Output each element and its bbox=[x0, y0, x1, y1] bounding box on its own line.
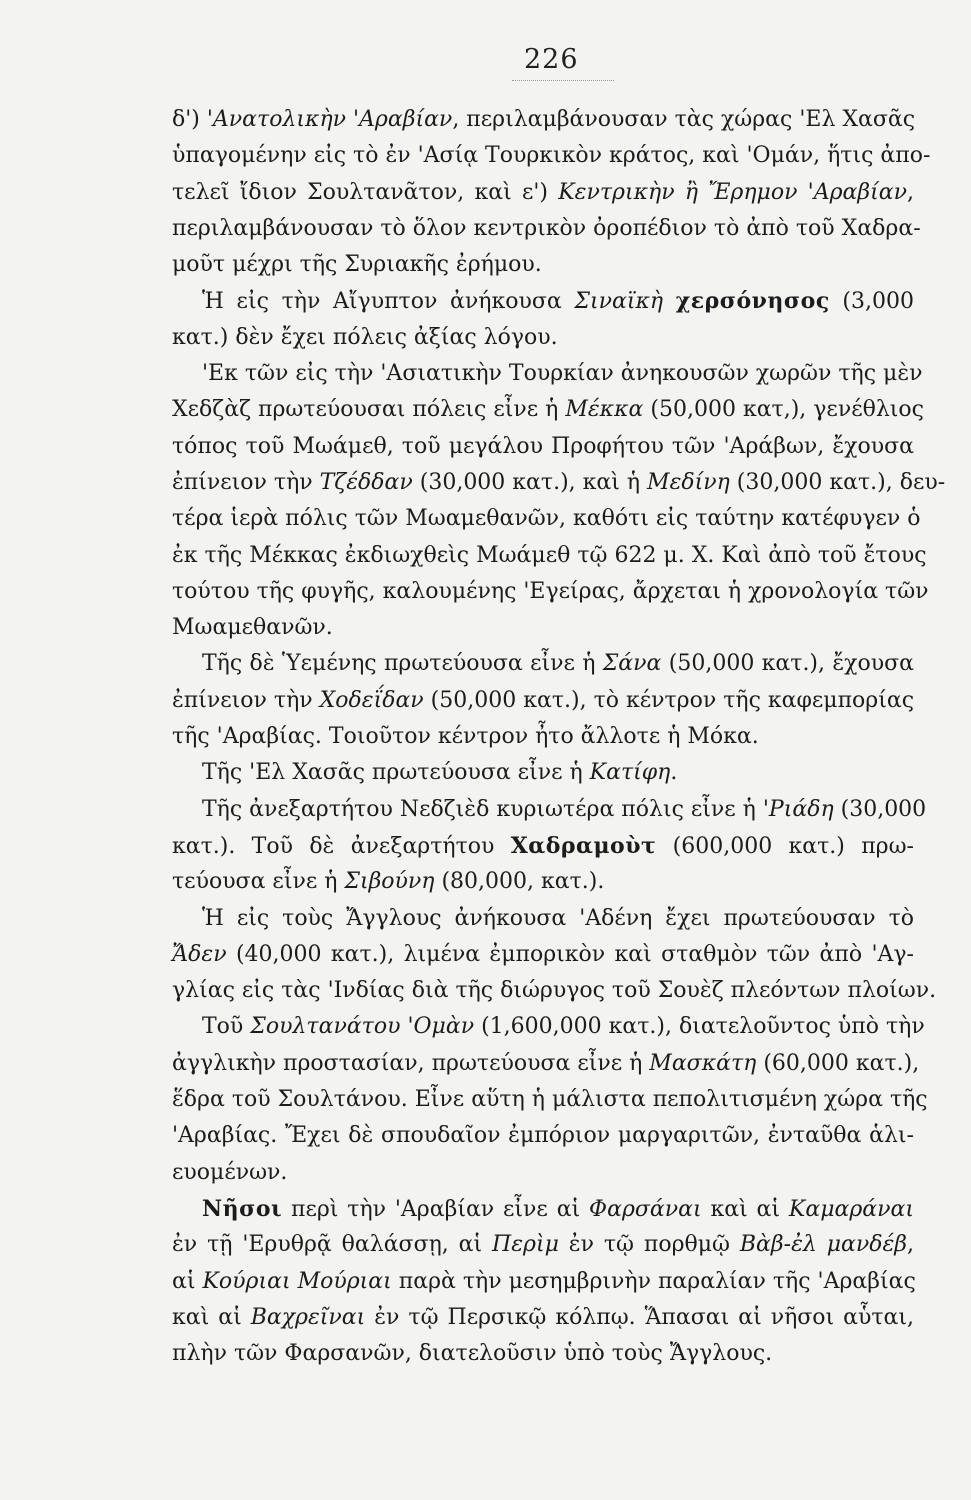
text-run: ἐκ τῆς Μέκκας ἐκδιωχθεὶς Μωάμεθ τῷ 622 μ. Χ. Καὶ ἀπὸ τοῦ ἔτους bbox=[172, 542, 927, 568]
text-run: ἐν τῇ 'Ερυθρᾷ θαλάσσῃ, αἱ bbox=[172, 1232, 493, 1258]
text-line bbox=[172, 138, 931, 174]
text-run: κατ.). Τοῦ δὲ ἀνεξαρτήτου bbox=[172, 833, 511, 859]
text-line bbox=[172, 828, 914, 864]
text-line bbox=[172, 792, 927, 828]
text-line bbox=[172, 247, 914, 283]
text-line bbox=[172, 973, 937, 1009]
text-line bbox=[172, 610, 914, 646]
text-run: ὑπαγομένην εἰς τὸ ἐν 'Ασίᾳ Τουρκικὸν κράτος, καὶ 'Ομάν, ἥτις ἀπο- bbox=[172, 143, 931, 169]
text-run: (40,000 κατ.), λιμένα ἐμπορικὸν καὶ σταθμὸν τῶν ἀπὸ 'Αγ- bbox=[226, 941, 914, 967]
text-run: , περιλαμβάνουσαν τὰς χώρας 'Ελ Χασᾶς bbox=[452, 107, 916, 132]
text-run: τόπος τοῦ Μωάμεθ, τοῦ μεγάλου Προφήτου τῶν 'Αράβων, ἔχουσα bbox=[172, 433, 914, 459]
text-line bbox=[172, 356, 923, 392]
italic-term: Τζέδδαν bbox=[319, 469, 413, 495]
text-line bbox=[172, 937, 914, 973]
text-line bbox=[172, 538, 927, 574]
text-run: ἐν τῷ Περσικῷ κόλπῳ. Ἅπασαι αἱ νῆσοι αὗται, bbox=[365, 1304, 915, 1330]
text-line bbox=[172, 501, 921, 537]
italic-term: Σιναϊκὴ bbox=[574, 289, 664, 315]
text-line bbox=[172, 1046, 920, 1082]
text-run: (50,000 κατ.), ἔχουσα bbox=[661, 651, 914, 677]
text-run: καὶ αἱ bbox=[172, 1304, 251, 1330]
italic-term: Σουλτανάτου 'Ομὰν bbox=[250, 1014, 475, 1040]
text-run: (3,000 bbox=[829, 289, 914, 315]
text-run: 'Εκ τῶν εἰς τὴν 'Ασιατικὴν Τουρκίαν ἀνηκουσῶν χωρῶν τῆς μὲν bbox=[202, 361, 923, 387]
text-run: τέρα ἱερὰ πόλις τῶν Μωαμεθανῶν, καθότι εἰς ταύτην κατέφυγεν ὁ bbox=[172, 506, 921, 532]
italic-term: Μέκκα bbox=[565, 397, 644, 423]
italic-term: 'Ριάδη bbox=[762, 796, 834, 822]
text-run: αἱ bbox=[172, 1268, 203, 1294]
text-line bbox=[172, 102, 914, 138]
text-run: (50,000 κατ,), γενέθλιος bbox=[643, 397, 924, 423]
text-run: καὶ αἱ bbox=[701, 1196, 789, 1222]
text-run: πλὴν τῶν Φαρσανῶν, διατελοῦσιν ὑπὸ τοὺς Ἄγγλους. bbox=[172, 1341, 773, 1367]
text-run: (60,000 κατ.), bbox=[756, 1050, 920, 1076]
text-run: τελεῖ ἴδιον Σουλτανᾶτον, καὶ ε') bbox=[172, 179, 559, 205]
text-run: ἐπίνειον τὴν bbox=[172, 687, 320, 713]
italic-term: Καμαράναι bbox=[788, 1196, 914, 1222]
text-run: . bbox=[670, 760, 678, 786]
text-line bbox=[172, 574, 929, 610]
bold-heading-term: Χαδραμοὺτ bbox=[510, 832, 657, 859]
text-line bbox=[172, 1191, 914, 1227]
italic-term: Μασκάτη bbox=[649, 1050, 757, 1076]
text-run: περιλαμβάνουσαν τὸ ὅλον κεντρικὸν ὀροπέδιον τὸ ἀπὸ τοῦ Χαδρα- bbox=[172, 215, 921, 241]
italic-term: Βὰβ-ἐλ μανδέβ bbox=[739, 1232, 908, 1258]
text-line bbox=[172, 864, 914, 900]
text-run bbox=[663, 289, 676, 314]
italic-term: Βαχρεῖναι bbox=[250, 1304, 366, 1330]
text-line bbox=[172, 1082, 928, 1118]
text-run: τῆς 'Αραβίας. Τοιοῦτον κέντρον ἦτο ἄλλοτε ἡ Μόκα. bbox=[172, 724, 759, 750]
page-number: 226 bbox=[524, 44, 579, 75]
text-line bbox=[172, 755, 914, 791]
text-line bbox=[172, 901, 914, 937]
text-run: περὶ τὴν 'Αραβίαν εἶνε αἱ bbox=[282, 1196, 590, 1222]
text-run: , bbox=[907, 1232, 915, 1258]
italic-term: Κατίφη bbox=[589, 760, 671, 786]
italic-term: Φαρσάναι bbox=[589, 1196, 702, 1222]
text-run: Ἡ εἰς τὴν Αἴγυπτον ἀνήκουσα bbox=[202, 289, 575, 315]
bold-heading-term: χερσόνησος bbox=[675, 288, 830, 315]
text-line bbox=[172, 719, 914, 755]
text-run: Τῆς δὲ Ὑεμένης πρωτεύουσα εἶνε ἡ bbox=[202, 651, 603, 677]
italic-term: 'Ανατολικὴν 'Αραβίαν bbox=[206, 107, 453, 132]
text-run: (600,000 κατ.) πρω- bbox=[656, 833, 914, 859]
text-line bbox=[172, 465, 946, 501]
italic-term: Κούριαι Μούριαι bbox=[202, 1268, 392, 1294]
bold-heading-term: Νῆσοι bbox=[202, 1195, 283, 1222]
body-text bbox=[172, 102, 946, 1372]
text-run: ἐν τῷ πορθμῷ bbox=[558, 1232, 740, 1258]
text-line bbox=[172, 1118, 914, 1154]
text-line bbox=[172, 429, 914, 465]
text-run: κατ.) δὲν ἔχει πόλεις ἀξίας λόγου. bbox=[172, 324, 558, 350]
text-run: ἐπίνειον τὴν bbox=[172, 469, 320, 495]
text-line bbox=[172, 1227, 914, 1263]
text-line bbox=[172, 1155, 914, 1191]
text-line bbox=[172, 683, 914, 719]
text-run: Τῆς 'Ελ Χασᾶς πρωτεύουσα εἶνε ἡ bbox=[202, 760, 590, 786]
text-run: (80,000, κατ.). bbox=[434, 869, 605, 895]
text-line bbox=[172, 392, 924, 428]
text-run: (50,000 κατ.), τὸ κέντρον τῆς καφεμπορίας bbox=[423, 687, 915, 713]
italic-term: Σάνα bbox=[602, 651, 662, 677]
text-line bbox=[172, 1336, 914, 1372]
italic-term: Περὶμ bbox=[492, 1232, 559, 1258]
text-run: Ἡ εἰς τοὺς Ἄγγλους ἀνήκουσα 'Αδένη ἔχει πρωτεύουσαν τὸ bbox=[202, 905, 914, 931]
text-run: (30,000 κατ.), καὶ ἡ bbox=[412, 469, 648, 495]
page-number-rule bbox=[512, 80, 614, 81]
text-run: δ') bbox=[172, 107, 207, 132]
text-line bbox=[172, 320, 914, 356]
italic-term: Ἄδεν bbox=[172, 941, 227, 967]
text-run: τούτου τῆς φυγῆς, καλουμένης 'Εγείρας, ἄρχεται ἡ χρονολογία τῶν bbox=[172, 578, 929, 604]
text-run: Τοῦ bbox=[202, 1014, 251, 1040]
text-run: ἕδρα τοῦ Σουλτάνου. Εἶνε αὕτη ἡ μάλιστα πεπολιτισμένη χώρα τῆς bbox=[172, 1087, 928, 1113]
text-line bbox=[172, 1300, 914, 1336]
text-line bbox=[172, 283, 914, 319]
text-run: γλίας εἰς τὰς 'Ινδίας διὰ τῆς διώρυγος τοῦ Σουὲζ πλεόντων πλοίων. bbox=[172, 978, 937, 1004]
text-run: 'Αραβίας. Ἔχει δὲ σπουδαῖον ἐμπόριον μαργαριτῶν, ἐνταῦθα ἁλι- bbox=[172, 1123, 914, 1149]
text-run: ἀγγλικὴν προστασίαν, πρωτεύουσα εἶνε ἡ bbox=[172, 1050, 650, 1076]
italic-term: Σιβούνη bbox=[344, 869, 435, 895]
italic-term: Κεντρικὴν ἢ Ἔρημον 'Αραβίαν bbox=[558, 179, 907, 205]
text-run: (30,000 bbox=[833, 796, 927, 822]
text-run: , bbox=[906, 179, 914, 205]
text-run: Μωαμεθανῶν. bbox=[172, 615, 333, 641]
text-line bbox=[172, 211, 921, 247]
italic-term: Χοδεΐδαν bbox=[319, 687, 424, 713]
text-line bbox=[172, 1009, 925, 1045]
text-line bbox=[172, 1264, 914, 1300]
text-run: παρὰ τὴν μεσημβρινὴν παραλίαν τῆς 'Αραβίας bbox=[391, 1268, 916, 1294]
text-run: Τῆς ἀνεξαρτήτου Νεδζιὲδ κυριωτέρα πόλις εἶνε ἡ bbox=[202, 796, 763, 822]
text-run: (1,600,000 κατ.), διατελοῦντος ὑπὸ τὴν bbox=[474, 1014, 925, 1040]
text-run: ευομένων. bbox=[172, 1159, 288, 1185]
text-run: Χεδζὰζ πρωτεύουσαι πόλεις εἶνε ἡ bbox=[172, 397, 566, 423]
text-run: (30,000 κατ.), δευ- bbox=[729, 469, 946, 495]
italic-term: Μεδίνη bbox=[647, 469, 730, 495]
text-line bbox=[172, 175, 914, 211]
text-line bbox=[172, 646, 914, 682]
text-run: μοῦτ μέχρι τῆς Συριακῆς ἐρήμου. bbox=[172, 252, 542, 278]
text-run: τεύουσα εἶνε ἡ bbox=[172, 869, 345, 895]
